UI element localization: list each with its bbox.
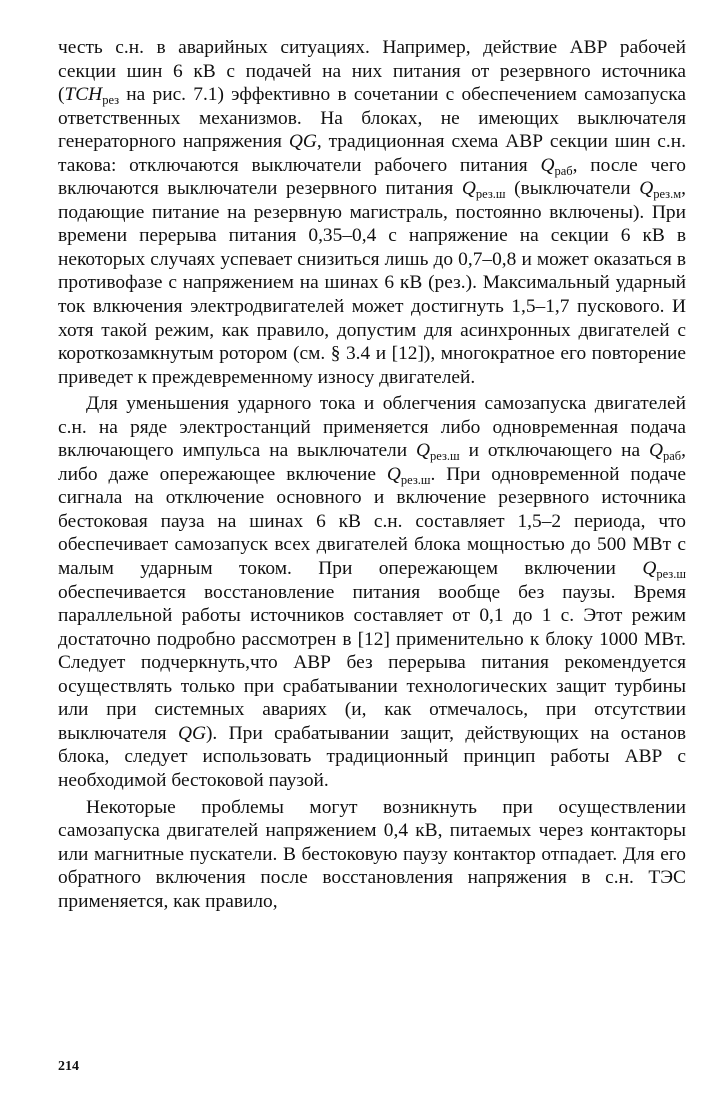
- text-column: [58, 36, 686, 913]
- page-number: 214: [58, 1059, 79, 1074]
- symbol-tsn-rez: $ТСН_{рез}$: [64, 84, 120, 108]
- paragraph-1: честь с.н. в аварийных ситуациях. Например, действие АВР рабочей секции шин 6 кВ с подачей на них питания от резервного источника ($ТСН_{рез}$ на рис. 7.1) эффективно в сочетании с обеспечением самозапуска ответственных механизмов. На блоках, не имеющих выключателя генераторного напряжения QG, традиционная схема АВР секции шин с.н. такова: отключаются выключатели рабочего питания $Q_{раб}$, после чего включаются выключатели резервного питания $Q_{рез.ш}$ (выключатели $Q_{рез.м}$, подающие питание на резервную магистраль, постоянно включены). При времени перерыва питания 0,35–0,4 с напряжение на секции 6 кВ в некоторых случаях успевает снизиться лишь до 0,7–0,8 и может оказаться в противофазе с напряжением на шинах 6 кВ (рез.). Максимальный ударный ток влкючения электродвигателей может достигнуть 1,5–1,7 пускового. И хотя такой режим, как правило, допустим для асинхронных двигателей с короткозамкнутым ротором (см. § 3.4 и [12]), многократное его повторение приведет к преждевременному износу двигателей.: [58, 37, 687, 388]
- symbol-q-rez-m: $Q_{рез.м}$: [639, 178, 682, 202]
- symbol-q-rez-sh: $Q_{рез.ш}$: [461, 178, 506, 202]
- paragraph-2: Для уменьшения ударного тока и облегчения самозапуска двигателей с.н. на ряде электростанций применяется либо одновременная подача включающего импульса на выключатели $Q_{рез.ш}$ и отключающего на $Q_{раб}$, либо даже опережающее включение $Q_{рез.ш}$. При одновременной подаче сигнала на отключение основного и включение резервного источника бестоковая пауза на шинах 6 кВ с.н. составляет 1,5–2 периода, что обеспечивает самозапуск всех двигателей блока мощностью до 500 МВт с малым ударным током. При опережающем включении $Q_{рез.ш}$ обеспечивается восстановление питания вообще без паузы. Время параллельной работы источников составляет от 0,1 до 1 с. Этот режим достаточно подробно рассмотрен в [12] применительно к блоку 1000 МВт. Следует подчеркнуть,что АВР без перерыва питания рекомендуется осуществлять только при срабатывании технологических защит турбины или при системных авариях (и, как отмечалось, при отсутствии выключателя QG). При срабатывании защит, действующих на останов блока, следует использовать традиционный принцип работы АВР с необходимой бестоковой паузой.: [58, 393, 687, 791]
- symbol-q-rez-sh: $Q_{рез.ш}$: [642, 558, 686, 582]
- paragraph-3: Некоторые проблемы могут возникнуть при осуществлении самозапуска двигателей напряжением 0,4 кВ, питаемых через контакторы или магнитные пускатели. В бестоковую паузу контактор отпадает. Для его обратного включения после восстановления напряжения в с.н. ТЭС применяется, как правило,: [58, 796, 686, 912]
- symbol-qg: QG: [288, 131, 317, 153]
- symbol-qg: QG: [177, 722, 206, 744]
- symbol-q-rab: $Q_{раб}$: [540, 154, 573, 178]
- symbol-q-rab: $Q_{раб}$: [648, 440, 682, 464]
- symbol-q-rez-sh: $Q_{рез.ш}$: [386, 463, 431, 487]
- symbol-q-rez-sh: $Q_{рез.ш}$: [416, 440, 460, 464]
